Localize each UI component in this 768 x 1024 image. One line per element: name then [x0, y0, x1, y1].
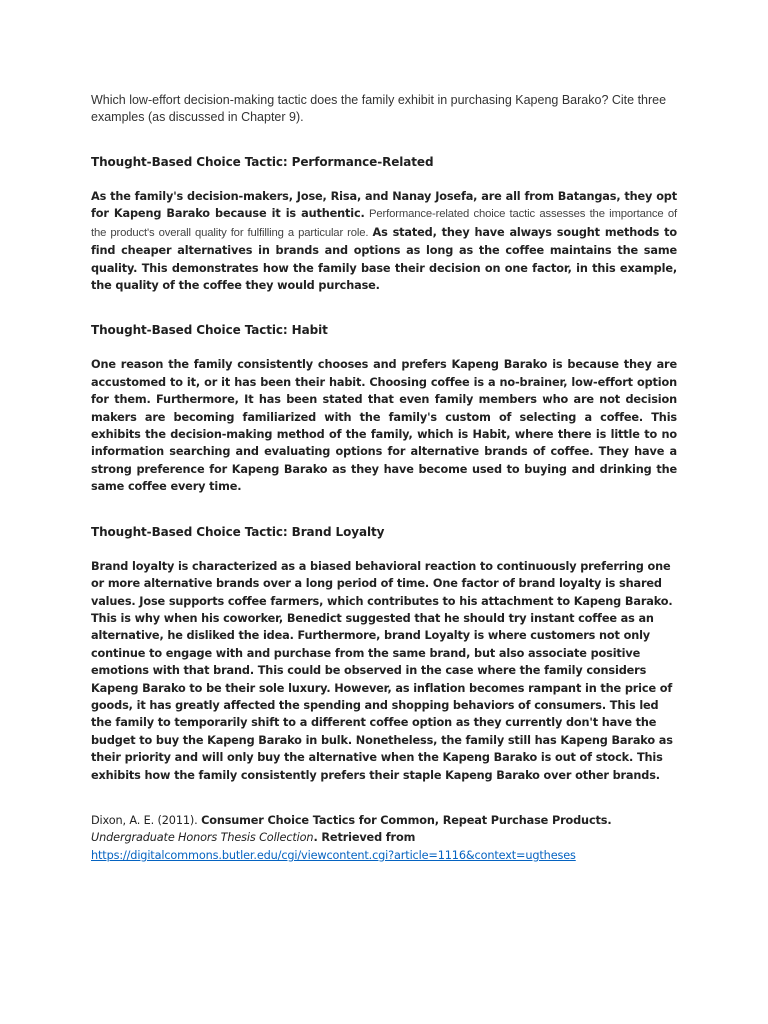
section-heading: Thought-Based Choice Tactic: Habit: [91, 323, 328, 338]
body-plain-text: Performance-related choice tactic assesses the importance of the product's overall quality for fulfilling a particular role.: [91, 208, 677, 239]
citation: [91, 812, 677, 864]
section-body: [91, 188, 677, 294]
section-performance-related: [91, 154, 677, 294]
section-heading: Thought-Based Choice Tactic: Performance-Related: [91, 155, 434, 169]
citation-title: Consumer Choice Tactics for Common, Repeat Purchase Products.: [201, 813, 612, 827]
citation-link[interactable]: https://digitalcommons.butler.edu/cgi/viewcontent.cgi?article=1116&context=ugtheses: [91, 848, 576, 862]
section-body: One reason the family consistently chooses and prefers Kapeng Barako is because they are accustomed to it, or it has been their habit. Choosing coffee is a no-brainer, low-effort option for them. Furthermore, It has been stated that even family members who are not decision makers are becoming familiarized with the family's custom of selecting a coffee. This exhibits the decision-making method of the family, which is Habit, where there is little to no information searching and evaluating options for alternative brands of coffee. They have a strong preference for Kapeng Barako as they have become used to buying and drinking the same coffee every time.: [91, 358, 677, 494]
body-bold-lead: As the family's decision-makers, Jose, Risa, and Nanay Josefa, are all from Batangas, they opt for Kapeng Barako because it is authentic.: [91, 190, 677, 221]
section-body: Brand loyalty is characterized as a biased behavioral reaction to continuously preferring one or more alternative brands over a long period of time. One factor of brand loyalty is shared values. Jose supports coffee farmers, which contributes to his attachment to Kapeng Barako. This is why when his coworker, Benedict suggested that he should try instant coffee as an alternative, he disliked the idea. Furthermore, brand Loyalty is where customers not only continue to engage with and purchase from the same brand, but also associate positive emotions with that brand. This could be observed in the case where the family considers Kapeng Barako to be their sole luxury. However, as inflation becomes rampant in the price of goods, it has greatly affected the spending and shopping behaviors of consumers. This led the family to temporarily shift to a different coffee option as they currently don't have the budget to buy the Kapeng Barako in bulk. Nonetheless, the family still has Kapeng Barako as their priority and will only buy the alternative when the Kapeng Barako is out of stock. This exhibits how the family consistently prefers their staple Kapeng Barako over other brands.: [91, 559, 673, 782]
section-habit: [91, 322, 677, 495]
section-brand-loyalty: [91, 524, 677, 784]
question-text: Which low-effort decision-making tactic does the family exhibit in purchasing Kapeng Barako? Cite three examples (as discussed in Chapter 9).: [91, 93, 667, 124]
citation-collection: Undergraduate Honors Thesis Collection: [91, 831, 314, 845]
document-page: [91, 92, 677, 864]
citation-retrieved: . Retrieved from: [313, 831, 416, 845]
body-bold-tail: As stated, they have always sought methods to find cheaper alternatives in brands and options as long as the coffee maintains the same quality. This demonstrates how the family base their decision on one factor, in this example, the quality of the coffee they would purchase.: [91, 225, 677, 293]
section-heading: Thought-Based Choice Tactic: Brand Loyalty: [91, 524, 385, 539]
citation-author: Dixon, A. E. (2011).: [91, 813, 202, 827]
